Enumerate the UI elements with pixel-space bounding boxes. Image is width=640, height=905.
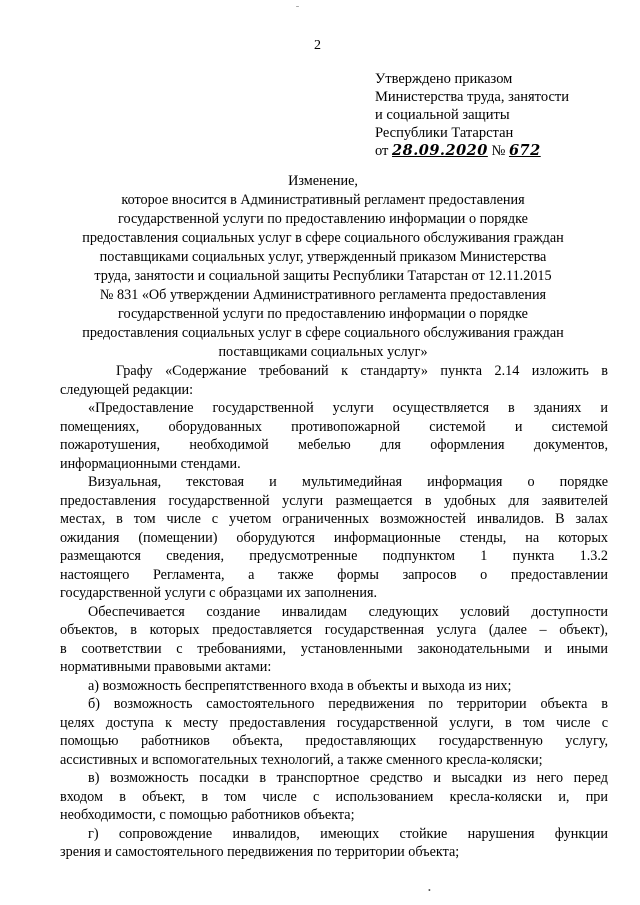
body-line: пожаротушения, необходимой мебелью для оформления документов,: [60, 437, 608, 453]
title-line: государственной услуги по предоставлению информации о порядке: [118, 211, 528, 227]
body-line: б) возможность самостоятельного передвижения по территории объекта в: [88, 696, 608, 712]
body-line: ожидания (помещении) оборудуются информационные стенды, на которых: [60, 529, 608, 546]
approval-block: [375, 70, 610, 160]
body-line: помещениях, оборудованных противопожарной системой и системой: [60, 418, 608, 435]
date-prefix: от: [375, 143, 389, 159]
body-line: местах, в том числе с учетом ограниченных возможностей инвалидов. В залах: [60, 511, 608, 527]
title-line: труда, занятости и социальной защиты Республики Татарстан от 12.11.2015: [94, 268, 552, 284]
title-line: предоставления социальных услуг в сфере социального обслуживания граждан: [82, 230, 564, 246]
page-number: 2: [314, 38, 321, 53]
approval-line: Утверждено приказом: [375, 71, 513, 87]
body-line: Визуальная, текстовая и мультимедийная информация о порядке: [88, 474, 608, 490]
title-line: поставщиками социальных услуг, утвержденный приказом Министерства: [99, 249, 547, 265]
body-line: входом в объект, в том числе с использованием кресла-коляски и, при: [60, 788, 608, 805]
body-line: Обеспечивается создание инвалидам следующих условий доступности: [88, 603, 608, 620]
approval-date-line: [375, 142, 610, 160]
body-line: информационными стендами.: [60, 455, 241, 472]
title-line: которое вносится в Административный регламент предоставления: [121, 192, 525, 208]
body-line: «Предоставление государственной услуги осуществляется в зданиях и: [88, 400, 608, 416]
approval-line: и социальной защиты: [375, 107, 510, 123]
title-line: поставщиками социальных услуг»: [218, 344, 428, 360]
number-prefix: №: [491, 143, 506, 159]
body-line: помощью работников объекта, предоставляющих государственную услугу,: [60, 733, 608, 749]
body-line: настоящего Регламента, а также формы запросов о предоставлении: [60, 566, 608, 583]
handwritten-date: 28.09.2020: [392, 142, 488, 159]
body-line: следующей редакции:: [60, 381, 194, 398]
body-line: целях доступа к месту предоставления государственной услуги, в том числе с: [60, 714, 608, 731]
body-line: необходимости, с помощью работников объекта;: [60, 807, 355, 823]
title-line: предоставления социальных услуг в сфере социального обслуживания граждан: [82, 325, 564, 341]
handwritten-number: 672: [508, 142, 541, 159]
title-line: № 831 «Об утверждении Административного регламента предоставления: [99, 287, 547, 303]
body-line: в соответствии с требованиями, установленными законодательными и иными: [60, 640, 608, 657]
scan-mark-bottom: •: [428, 886, 431, 895]
approval-line: Республики Татарстан: [375, 125, 514, 141]
document-title: [50, 172, 596, 362]
title-line: государственной услуги по предоставлению информации о порядке: [118, 306, 528, 322]
body-line: в) возможность посадки в транспортное средство и высадки из него перед: [88, 770, 608, 786]
body-line: размещаются сведения, предусмотренные подпунктом 1 пункта 1.3.2: [60, 548, 608, 564]
body-line: нормативными правовыми актами:: [60, 659, 272, 675]
body-line: ассистивных и вспомогательных технологий, а также сменного кресла-коляски;: [60, 751, 543, 768]
document-body: [60, 362, 608, 862]
body-line: государственной услуги с образцами их заполнения.: [60, 585, 378, 601]
body-line: предоставления государственной услуги размещается в удобных для заявителей: [60, 492, 608, 509]
body-line: а) возможность беспрепятственного входа в объекты и выхода из них;: [88, 677, 512, 694]
body-line: объектов, в которых предоставляется государственная услуга (далее – объект),: [60, 622, 608, 638]
scan-mark-top: ˉ: [296, 4, 299, 14]
title-line: Изменение,: [288, 173, 358, 189]
approval-line: Министерства труда, занятости: [375, 89, 569, 105]
body-line: зрения и самостоятельного передвижения по территории объекта;: [60, 844, 460, 860]
body-line: г) сопровождение инвалидов, имеющих стойкие нарушения функции: [88, 825, 608, 842]
body-line: Графу «Содержание требований к стандарту» пункта 2.14 изложить в: [116, 363, 608, 379]
